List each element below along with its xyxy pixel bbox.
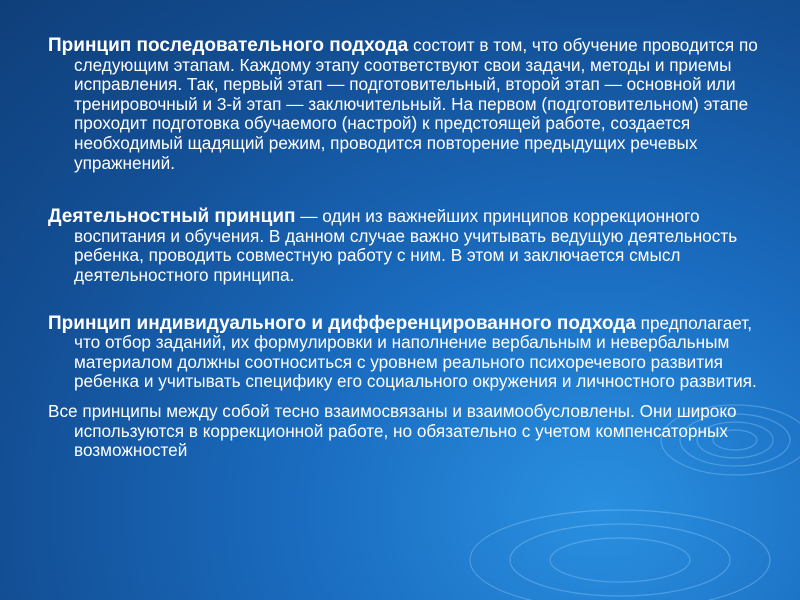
- paragraph-individual-approach: [48, 314, 760, 392]
- slide-body: [48, 36, 760, 461]
- term-activity-principle: Деятельностный принцип: [48, 206, 296, 228]
- term-sequential-approach: Принцип последовательного подхода: [48, 35, 409, 56]
- paragraph-activity-principle: [48, 207, 760, 285]
- paragraph-text: предполагает, что отбор заданий, их формулировки и наполнение вербальным и невербальным материалом должны соотноситься с уровнем реального психоречевого развития ребенка и учитывать специфику его социального окружения и личностного развития.: [74, 312, 757, 392]
- paragraph-text: — один из важнейших принципов коррекционного воспитания и обучения. В данном случае важно учитывать ведущую деятельность ребенка, проводить совместную работу с ним. В этом и заключается смысл деятельностного принципа.: [74, 206, 738, 285]
- paragraph-conclusion: [48, 402, 760, 461]
- paragraph-text: Все принципы между собой тесно взаимосвязаны и взаимообусловлены. Они широко используются в коррекционной работе, но обязательно с учетом компенсаторных возможностей: [48, 400, 737, 461]
- paragraph-sequential-approach: [48, 36, 760, 173]
- term-individual-approach: Принцип индивидуального и дифференцированного подхода: [48, 312, 636, 334]
- paragraph-text: состоит в том, что обучение проводится по следующим этапам. Каждому этапу соответствуют свои задачи, методы и приемы исправления. Так, первый этап — подготовительный, второй этап — основной или тренировочный и 3-й этап — заключительный. На первом (подготовительном) этапе проходит подготовка обучаемого (настрой) к предстоящей работе, создается необходимый щадящий режим, проводится повторение предыдущих речевых упражнений.: [74, 35, 758, 173]
